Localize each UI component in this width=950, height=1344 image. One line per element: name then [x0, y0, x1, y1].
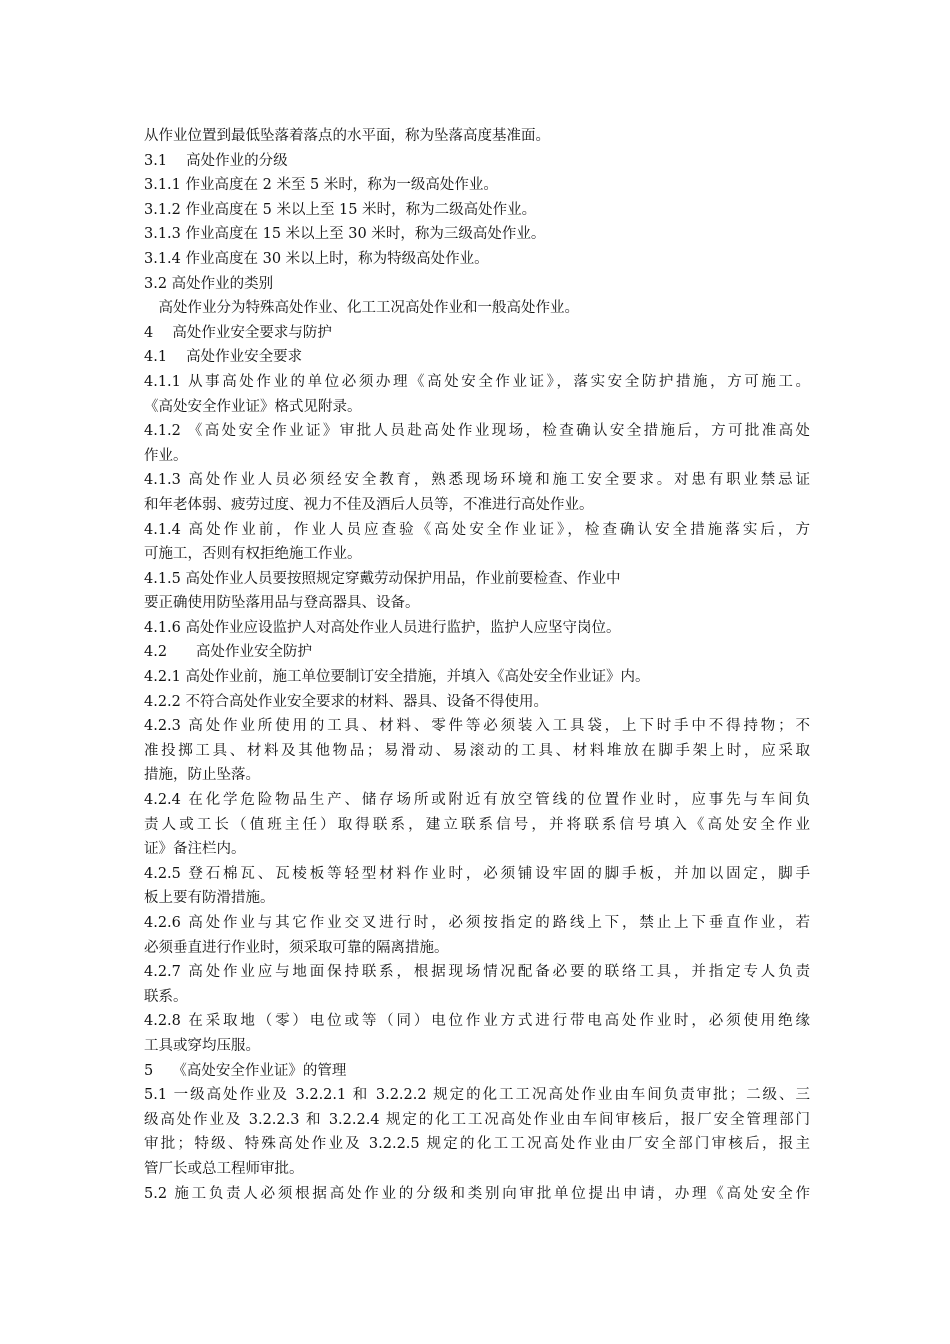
text-line: 必须垂直进行作业时，须采取可靠的隔离措施。 — [144, 939, 449, 956]
text-line: 4.2.3 高处作业所使用的工具、材料、零件等必须装入工具袋，上下时手中不得持物；不 — [144, 718, 810, 735]
text-line: 4.2.7 高处作业应与地面保持联系，根据现场情况配备必要的联络工具，并指定专人负责 — [144, 964, 810, 981]
text-line: 4.1.1 从事高处作业的单位必须办理《高处安全作业证》，落实安全防护措施，方可施工。 — [144, 373, 810, 390]
text-line: 4.2.2 不符合高处作业安全要求的材料、器具、设备不得使用。 — [144, 693, 549, 710]
text-line: 板上要有防滑措施。 — [144, 890, 275, 907]
document-page — [144, 124, 810, 1206]
text-line: 4.1.5 高处作业人员要按照规定穿戴劳动保护用品，作业前要检查、作业中 — [144, 570, 621, 587]
text-line: 高处作业分为特殊高处作业、化工工况高处作业和一般高处作业。 — [144, 300, 579, 317]
text-line: 4 高处作业安全要求与防护 — [144, 324, 332, 341]
text-line: 准投掷工具、材料及其他物品；易滑动、易滚动的工具、材料堆放在脚手架上时，应采取 — [144, 742, 810, 759]
text-line: 3.1.1 作业高度在 2 米至 5 米时，称为一级高处作业。 — [144, 177, 498, 194]
text-line: 可施工，否则有权拒绝施工作业。 — [144, 546, 362, 563]
text-line: 作业。 — [144, 447, 188, 464]
text-line: 从作业位置到最低坠落着落点的水平面，称为坠落高度基准面。 — [144, 128, 550, 144]
text-line: 5.1 一级高处作业及 3.2.2.1 和 3.2.2.2 规定的化工工况高处作业由车间负责审批；二级、三 — [144, 1087, 810, 1104]
text-line: 管厂长或总工程师审批。 — [144, 1160, 304, 1177]
text-line: 4.2.6 高处作业与其它作业交叉进行时，必须按指定的路线上下，禁止上下垂直作业，若 — [144, 915, 810, 931]
text-line: 4.1.4 高处作业前，作业人员应查验《高处安全作业证》，检查确认安全措施落实后，方 — [144, 521, 810, 538]
text-line: 4.2.5 登石棉瓦、瓦棱板等轻型材料作业时，必须铺设牢固的脚手板，并加以固定，脚手 — [144, 865, 810, 882]
text-line: 4.1.3 高处作业人员必须经安全教育，熟悉现场环境和施工安全要求。对患有职业禁忌证 — [144, 472, 810, 489]
text-line: 工具或穿均压服。 — [144, 1037, 260, 1054]
text-line: 4.2 高处作业安全防护 — [144, 644, 313, 661]
text-line: 级高处作业及 3.2.2.3 和 3.2.2.4 规定的化工工况高处作业由车间审核后，报厂安全管理部门 — [144, 1111, 810, 1128]
text-line: 3.1 高处作业的分级 — [144, 152, 288, 169]
text-line: 5 《高处安全作业证》的管理 — [144, 1062, 347, 1079]
text-line: 4.1 高处作业安全要求 — [144, 349, 303, 366]
text-line: 证》备注栏内。 — [144, 841, 246, 858]
text-line: 《高处安全作业证》格式见附录。 — [144, 398, 362, 415]
text-line: 3.1.3 作业高度在 15 米以上至 30 米时，称为三级高处作业。 — [144, 226, 546, 243]
text-line: 4.1.2 《高处安全作业证》审批人员赴高处作业现场，检查确认安全措施后，方可批准高处 — [144, 423, 810, 440]
text-line: 3.2 高处作业的类别 — [144, 275, 274, 292]
text-line: 4.1.6 高处作业应设监护人对高处作业人员进行监护，监护人应坚守岗位。 — [144, 619, 621, 636]
text-line: 要正确使用防坠落用品与登高器具、设备。 — [144, 595, 420, 612]
text-line: 联系。 — [144, 988, 188, 1005]
text-line: 5.2 施工负责人必须根据高处作业的分级和类别向审批单位提出申请，办理《高处安全作 — [144, 1185, 810, 1202]
text-line: 3.1.4 作业高度在 30 米以上时，称为特级高处作业。 — [144, 250, 489, 267]
text-line: 措施，防止坠落。 — [144, 767, 260, 784]
text-line: 和年老体弱、疲劳过度、视力不佳及酒后人员等，不准进行高处作业。 — [144, 496, 594, 513]
text-line: 4.2.8 在采取地（零）电位或等（同）电位作业方式进行带电高处作业时，必须使用绝缘 — [144, 1013, 810, 1030]
text-line: 责人或工长（值班主任）取得联系，建立联系信号，并将联系信号填入《高处安全作业 — [144, 816, 810, 833]
text-line: 3.1.2 作业高度在 5 米以上至 15 米时，称为二级高处作业。 — [144, 201, 537, 218]
text-line: 4.2.1 高处作业前，施工单位要制订安全措施，并填入《高处安全作业证》内。 — [144, 669, 650, 686]
text-line: 4.2.4 在化学危险物品生产、储存场所或附近有放空管线的位置作业时，应事先与车间负 — [144, 792, 810, 809]
text-line: 审批；特级、特殊高处作业及 3.2.2.5 规定的化工工况高处作业由厂安全部门审核后，报主 — [144, 1136, 810, 1153]
